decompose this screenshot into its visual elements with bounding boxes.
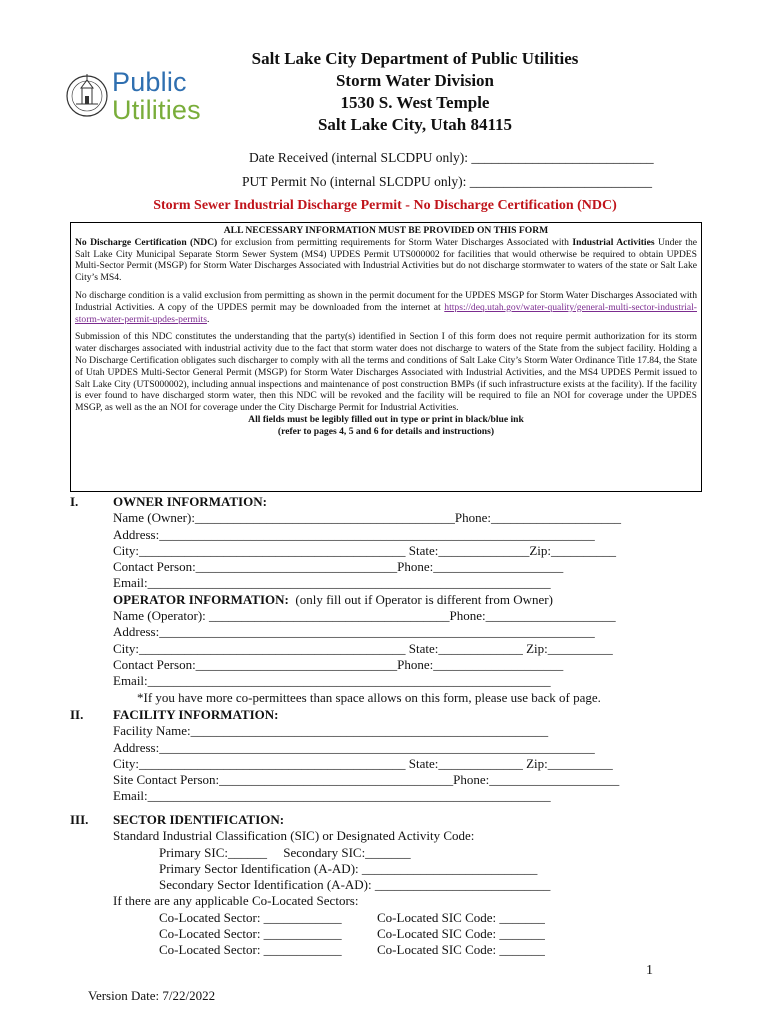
division-name: Storm Water Division <box>335 71 495 90</box>
facility-address-field[interactable]: Address:___________________________________________________________________ <box>113 739 595 755</box>
operator-info-heading: OPERATOR INFORMATION: <box>113 591 289 607</box>
primary-sector-field[interactable]: Primary Sector Identification (A-AD): ___________________________ <box>159 860 538 876</box>
owner-contact-field[interactable]: Contact Person:_______________________________Phone:____________________ <box>113 559 564 575</box>
colocated-sic-field[interactable]: Co-Located SIC Code: _______ <box>377 909 545 925</box>
colocated-sic-field[interactable]: Co-Located SIC Code: _______ <box>377 926 545 942</box>
owner-city-field[interactable]: City:_________________________________________ State:______________Zip:__________ <box>113 542 617 558</box>
facility-email-field[interactable]: Email:______________________________________________________________ <box>113 788 551 804</box>
owner-address-field[interactable]: Address:___________________________________________________________________ <box>113 526 595 542</box>
sector-id-heading: SECTOR IDENTIFICATION: <box>113 812 285 827</box>
section-1-number: I. <box>70 494 79 509</box>
date-received-field[interactable]: Date Received (internal SLCDPU only): ___________________________ <box>249 150 654 165</box>
colocated-sector-field[interactable]: Co-Located Sector: ____________ <box>159 909 342 925</box>
colocated-row-2 <box>113 926 713 942</box>
colocated-sector-field[interactable]: Co-Located Sector: ____________ <box>159 942 342 958</box>
owner-info-heading: OWNER INFORMATION: <box>113 494 267 509</box>
facility-name-field[interactable]: Facility Name:_______________________________________________________ <box>113 723 549 739</box>
put-permit-field[interactable]: PUT Permit No (internal SLCDPU only): ___________________________ <box>242 174 652 189</box>
logo-word-utilities: Utilities <box>112 95 201 125</box>
sic-codes-field[interactable]: Primary SIC:______ Secondary SIC:_______ <box>159 844 411 860</box>
owner-name-field[interactable]: Name (Owner):________________________________________Phone:____________________ <box>113 510 622 526</box>
co-permittee-note: *If you have more co-permittees than space allows on this form, please use back of page. <box>137 689 601 705</box>
updes-permit-link[interactable]: https://deq.utah.gov/water-quality/general-multi-sector-industrial-storm-water-permit-updes-permits <box>75 301 697 325</box>
colocated-sector-field[interactable]: Co-Located Sector: ____________ <box>159 926 342 942</box>
logo-word-public: Public <box>112 67 187 97</box>
section-3-number: III. <box>70 812 89 827</box>
section-2-number: II. <box>70 707 84 722</box>
operator-name-field[interactable]: Name (Operator): _____________________________________Phone:____________________ <box>113 608 616 624</box>
operator-email-field[interactable]: Email:______________________________________________________________ <box>113 673 551 689</box>
p1-text-a: for exclusion from permitting requirements for Storm Water Discharges Associated with <box>217 236 573 248</box>
p2-text: No discharge condition is a valid exclusion from permitting as shown in the permit document for the UPDES MSGP for Storm Water Discharges Associated with Industrial Activities. A copy of the UPDES permit may be downloaded from the internet at <box>75 289 697 313</box>
page-number: 1 <box>646 963 653 978</box>
operator-address-field[interactable]: Address:___________________________________________________________________ <box>113 624 595 640</box>
refer-pages-note: (refer to pages 4, 5 and 6 for details and instructions) <box>277 425 495 437</box>
secondary-sector-field[interactable]: Secondary Sector Identification (A-AD): ___________________________ <box>159 877 551 893</box>
operator-contact-field[interactable]: Contact Person:_______________________________Phone:____________________ <box>113 656 564 672</box>
site-contact-field[interactable]: Site Contact Person:____________________________________Phone:____________________ <box>113 772 620 788</box>
form-title: Storm Sewer Industrial Discharge Permit - No Discharge Certification (NDC) <box>153 198 617 213</box>
box-paragraph-3: Submission of this NDC constitutes the understanding that the party(s) identified in Section I of this form does not require permit authorization for its storm water discharges associated with industrial activity due to the fact that storm water does not discharge to waters of the State from the subject facility. Holding a No Discharge Certification obligates such discharger to comply with all the terms and conditions of Salt Lake City’s Storm Water Ordinance Title 17.84, the State of Utah UPDES Multi-Sector General Permit (MSGP) for Storm Water Discharges Associated with Industrial Activities, and the MS4 UPDES Permit issued to Salt Lake City (UTS000002), including annual inspections and maintenance of post construction BMPs (if such infrastructure exists at the facility). If the facility is ever found to have discharged storm water, then this NDC will be revoked and the facility will be required to file an NOI for coverage under the UPDES MSGP, as well as the an NOI for coverage under the City Discharge Permit for Industrial Activities. <box>75 331 697 414</box>
box-paragraph-2 <box>75 290 697 325</box>
operator-city-field[interactable]: City:_________________________________________ State:_____________ Zip:__________ <box>113 640 613 656</box>
sic-intro: Standard Industrial Classification (SIC) or Designated Activity Code: <box>113 828 475 844</box>
operator-note: (only fill out if Operator is different from Owner) <box>288 591 553 607</box>
instructions-box <box>70 222 702 492</box>
colocated-row-1 <box>113 910 713 926</box>
operator-info-heading-row <box>113 592 713 608</box>
p2-end: . <box>206 313 210 325</box>
legibility-note: All fields must be legibly filled out in type or print in black/blue ink <box>248 413 524 425</box>
industrial-activities-term: Industrial Activities <box>572 236 655 248</box>
facility-info-heading: FACILITY INFORMATION: <box>113 707 279 722</box>
section-1-owner <box>113 494 713 706</box>
ndc-term: No Discharge Certification (NDC) <box>75 236 218 248</box>
facility-city-field[interactable]: City:_________________________________________ State:_____________ Zip:__________ <box>113 755 613 771</box>
colocated-question: If there are any applicable Co-Located Sectors: <box>113 893 359 909</box>
owner-email-field[interactable]: Email:______________________________________________________________ <box>113 575 551 591</box>
box-paragraph-1 <box>75 237 697 284</box>
street-address: 1530 S. West Temple <box>340 93 490 112</box>
city-seal-icon <box>64 66 110 132</box>
colocated-sic-field[interactable]: Co-Located SIC Code: _______ <box>377 942 545 958</box>
version-date: Version Date: 7/22/2022 <box>88 988 216 1003</box>
section-3-sector <box>113 812 713 959</box>
box-heading: ALL NECESSARY INFORMATION MUST BE PROVIDED ON THIS FORM <box>223 225 549 236</box>
section-2-facility <box>113 707 713 805</box>
city-state-zip: Salt Lake City, Utah 84115 <box>317 115 513 134</box>
colocated-row-3 <box>113 942 713 958</box>
dept-name: Salt Lake City Department of Public Utilities <box>251 49 579 68</box>
p1-text-b: Under the Salt Lake City Municipal Separate Storm Sewer System (MS4) UPDES Permit UTS000002 for facilities that would otherwise be required to obtain UPDES Multi-Sector Permit (MSGP) for Storm Water Discharges Associated with Industrial Activities but do not discharge stormwater to waters of the state or Salt Lake City’s MS4. <box>75 236 697 284</box>
